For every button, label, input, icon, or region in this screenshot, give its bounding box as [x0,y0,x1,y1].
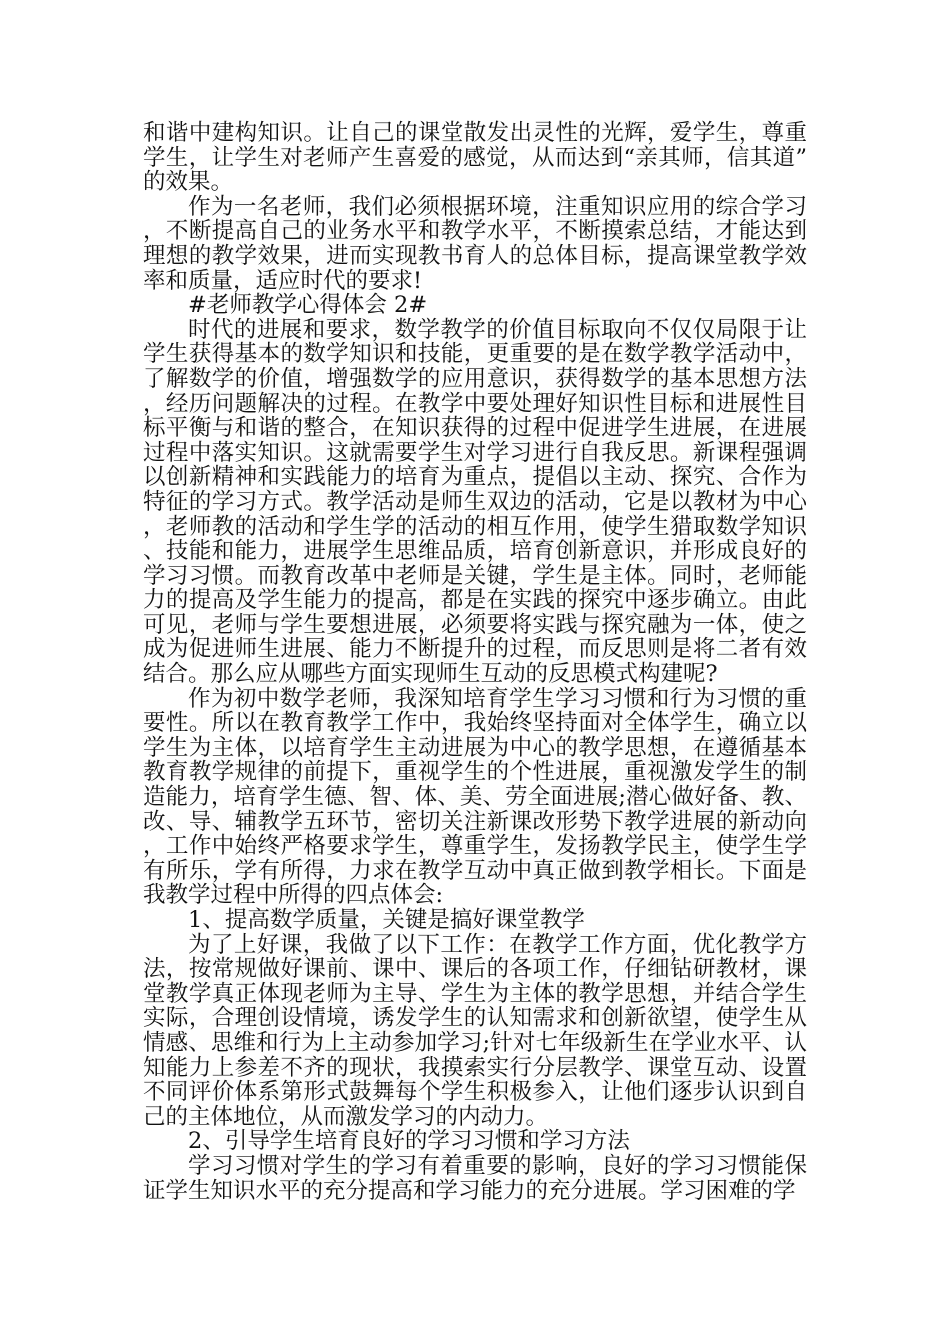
paragraph-1: 和谐中建构知识。让自己的课堂散发出灵性的光辉，爱学生，尊重学生，让学生对老师产生喜爱的感觉，从而达到“亲其师，信其道”的效果。 [143,120,807,196]
section-heading-2: #老师教学心得体会 2# [188,292,428,319]
subheading-2: 2、引导学生培育良好的学习习惯和学习方法 [188,1128,630,1155]
document-body [143,121,807,1203]
paragraph-2: 作为一名老师，我们必须根据环境，注重知识应用的综合学习，不断提高自己的业务水平和教学水平，不断摸索总结，才能达到理想的教学效果，进而实现教书育人的总体目标，提高课堂教学效率和质量，适应时代的要求! [143,193,807,294]
paragraph-5: 为了上好课，我做了以下工作：在教学工作方面，优化教学方法，按常规做好课前、课中、课后的各项工作，仔细钻研教材，课堂教学真正体现老师为主导、学生为主体的教学思想，并结合学生实际，合理创设情境，诱发学生的认知需求和创新欲望，使学生从情感、思维和行为上主动参加学习;针对七年级新生在学业水平、认知能力上参差不齐的现状，我摸索实行分层教学、课堂互动、设置不同评价体系第形式鼓舞每个学生积极参入，让他们逐步认识到自己的主体地位，从而激发学习的内动力。 [143,931,807,1130]
subheading-1: 1、提高数学质量，关键是搞好课堂教学 [188,907,585,933]
paragraph-4: 作为初中数学老师，我深知培育学生学习习惯和行为习惯的重要性。所以在教育教学工作中，我始终坚持面对全体学生，确立以学生为主体，以培育学生主动进展为中心的教学思想，在遵循基本教育教学规律的前提下，重视学生的个性进展，重视激发学生的制造能力，培育学生德、智、体、美、劳全面进展;潜心做好备、教、改、导、辅教学五环节，密切关注新课改形势下教学进展的新动向，工作中始终严格要求学生，尊重学生，发扬教学民主，使学生学有所乐，学有所得，力求在教学互动中真正做到教学相长。下面是我教学过程中所得的四点体会: [143,685,807,909]
paragraph-6: 学习习惯对学生的学习有着重要的影响，良好的学习习惯能保证学生知识水平的充分提高和学习能力的充分进展。学习困难的学 [143,1152,807,1204]
paragraph-3: 时代的进展和要求，数学教学的价值目标取向不仅仅局限于让学生获得基本的数学知识和技能，更重要的是在数学教学活动中，了解数学的价值，增强数学的应用意识，获得数学的基本思想方法，经历问题解决的过程。在教学中要处理好知识性目标和进展性目标平衡与和谐的整合，在知识获得的过程中促进学生进展，在进展过程中落实知识。这就需要学生对学习进行自我反思。新课程强调以创新精神和实践能力的培育为重点，提倡以主动、探究、合作为特征的学习方式。教学活动是师生双边的活动，它是以教材为中心，老师教的活动和学生学的活动的相互作用，使学生猎取数学知识、技能和能力，进展学生思维品质，培育创新意识，并形成良好的学习习惯。而教育改革中老师是关键，学生是主体。同时，老师能力的提高及学生能力的提高，都是在实践的探究中逐步确立。由此可见，老师与学生要想进展，必须要将实践与探究融为一体，使之成为促进师生进展、能力不断提升的过程，而反思则是将二者有效结合。那么应从哪些方面实现师生互动的反思模式构建呢? [143,316,807,688]
